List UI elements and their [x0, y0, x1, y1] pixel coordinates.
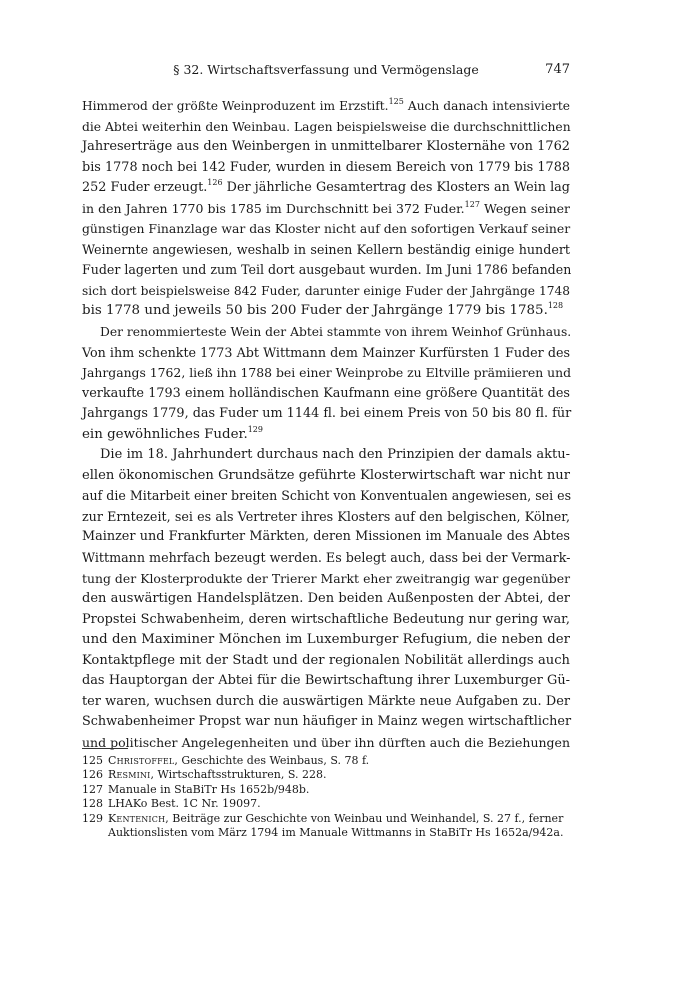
text-line: bis 1778 noch bei 142 Fuder, wurden in diesem Bereich von 1779 bis 1788 [82, 159, 570, 175]
footnote-number: 125 [82, 754, 103, 767]
text-line: tung der Klosterprodukte der Trierer Markt eher zweitrangig war gegenüber [82, 570, 570, 586]
footnote-text: , Wirtschaftsstrukturen, S. 228. [150, 768, 327, 782]
footnote-ref: 126 [207, 178, 223, 188]
text-line: in den Jahren 1770 bis 1785 im Durchschnitt bei 372 Fuder.$^{127}$ Wegen seiner [82, 199, 571, 216]
footnote-text: , Geschichte des Weinbaus, S. 78 f. [174, 754, 370, 767]
footnote-number: 127 [82, 782, 103, 796]
text-line: und den Maximiner Mönchen im Luxemburger Refugium, die neben der [82, 632, 570, 648]
footnote-author: Resmini [108, 768, 151, 782]
text-line: Jahrgangs 1779, das Fuder um 1144 fl. bei einem Preis von 50 bis 80 fl. für [82, 406, 572, 422]
footnote [82, 783, 570, 797]
footnote [82, 812, 570, 826]
footnote-number: 126 [82, 768, 103, 782]
text-line: Fuder lagerten und zum Teil dort ausgebaut wurden. Im Juni 1786 befanden [82, 262, 572, 278]
text-line: ellen ökonomischen Grundsätze geführte Klosterwirtschaft war nicht nur [82, 467, 570, 483]
text-line: 252 Fuder erzeugt.$^{126}$ Der jährliche Gesamtertrag des Klosters an Wein lag [82, 178, 570, 196]
text-line: Propstei Schwabenheim, deren wirtschaftliche Bedeutung nur gering war, [82, 611, 570, 627]
text-line: bis 1778 und jeweils 50 bis 200 Fuder der Jahrgänge 1779 bis 1785.$^{128}$ [82, 301, 564, 319]
footnote [82, 797, 570, 811]
footnote-ref: 128 [547, 301, 564, 311]
text-line: Jahrgangs 1762, ließ ihn 1788 bei einer Weinprobe zu Eltville prämiieren und [82, 365, 572, 381]
text-line: sich dort beispielsweise 842 Fuder, darunter einige Fuder der Jahrgänge 1748 [82, 283, 570, 298]
text-line: Der renommierteste Wein der Abtei stammte von ihrem Weinhof Grünhaus. [100, 325, 572, 340]
text-line: den auswärtigen Handelsplätzen. Den beiden Außenposten der Abtei, der [82, 591, 570, 607]
footnote-divider [82, 748, 128, 749]
body-text [82, 96, 570, 754]
text-line: verkaufte 1793 einem holländischen Kaufmann eine größere Quantität des [82, 385, 570, 401]
footnote-ref: 129 [247, 424, 263, 434]
text-line: die Abtei weiterhin den Weinbau. Lagen beispielsweise die durchschnittlichen [82, 119, 571, 134]
footnote-ref: 125 [388, 97, 404, 106]
footnote-ref: 127 [464, 199, 480, 209]
footnote [82, 768, 570, 782]
text-line: Mainzer und Frankfurter Märkten, deren Missionen im Manuale des Abtes [82, 529, 570, 545]
text-line: ter waren, wuchsen durch die auswärtigen Märkte neue Aufgaben zu. Der [82, 693, 570, 709]
text-line: das Hauptorgan der Abtei für die Bewirtschaftung ihrer Luxemburger Gü- [82, 673, 570, 689]
text-line: Kontaktpflege mit der Stadt und der regionalen Nobilität allerdings auch [82, 652, 570, 668]
footnotes [82, 754, 570, 840]
text-line: Jahreserträge aus den Weinbergen in unmittelbarer Klosternähe von 1762 [82, 139, 570, 155]
text-line: zur Erntezeit, sei es als Vertreter ihres Klosters auf den belgischen, Kölner, [82, 508, 570, 524]
text-line: Wittmann mehrfach bezeugt werden. Es belegt auch, dass bei der Vermark- [82, 550, 571, 566]
footnote-continuation: Auktionslisten vom März 1794 im Manuale Wittmanns in StaBiTr Hs 1652a/942a. [108, 825, 564, 839]
footnote-number: 128 [82, 797, 103, 811]
text-line: und politischer Angelegenheiten und über ihn dürften auch die Beziehungen [82, 734, 570, 750]
footnote-text: Manuale in StaBiTr Hs 1652b/948b. [108, 782, 310, 796]
footnote-author: Kentenich [108, 811, 166, 825]
running-head: § 32. Wirtschaftsverfassung und Vermögenslage [173, 62, 479, 77]
footnote-number: 129 [82, 811, 103, 825]
footnote-text: , Beiträge zur Geschichte von Weinbau und Weinhandel, S. 27 f., ferner [165, 811, 564, 825]
text-line: Von ihm schenkte 1773 Abt Wittmann dem Mainzer Kurfürsten 1 Fuder des [82, 344, 570, 360]
text-line: ein gewöhnliches Fuder.$^{129}$ [82, 424, 263, 442]
footnote-author: Christoffel [108, 754, 175, 767]
page-header [82, 62, 570, 86]
text-line: auf die Mitarbeit einer breiten Schicht von Konventualen angewiesen, sei es [82, 488, 572, 504]
text-line: Schwabenheimer Propst war nun häufiger in Mainz wegen wirtschaftlicher [82, 714, 572, 730]
page-number: 747 [545, 62, 570, 77]
footnote-text: LHAKo Best. 1C Nr. 19097. [108, 797, 261, 811]
text-line: Weinernte angewiesen, weshalb in seinen Kellern beständig einige hundert [82, 241, 570, 257]
text-line: Himmerod der größte Weinproduzent im Erzstift.$^{125}$ Auch danach intensivierte [82, 97, 570, 113]
footnote [82, 754, 570, 768]
text-line: Die im 18. Jahrhundert durchaus nach den Prinzipien der damals aktu- [100, 447, 570, 463]
text-line: günstigen Finanzlage war das Kloster nicht auf den sofortigen Verkauf seiner [82, 221, 571, 237]
